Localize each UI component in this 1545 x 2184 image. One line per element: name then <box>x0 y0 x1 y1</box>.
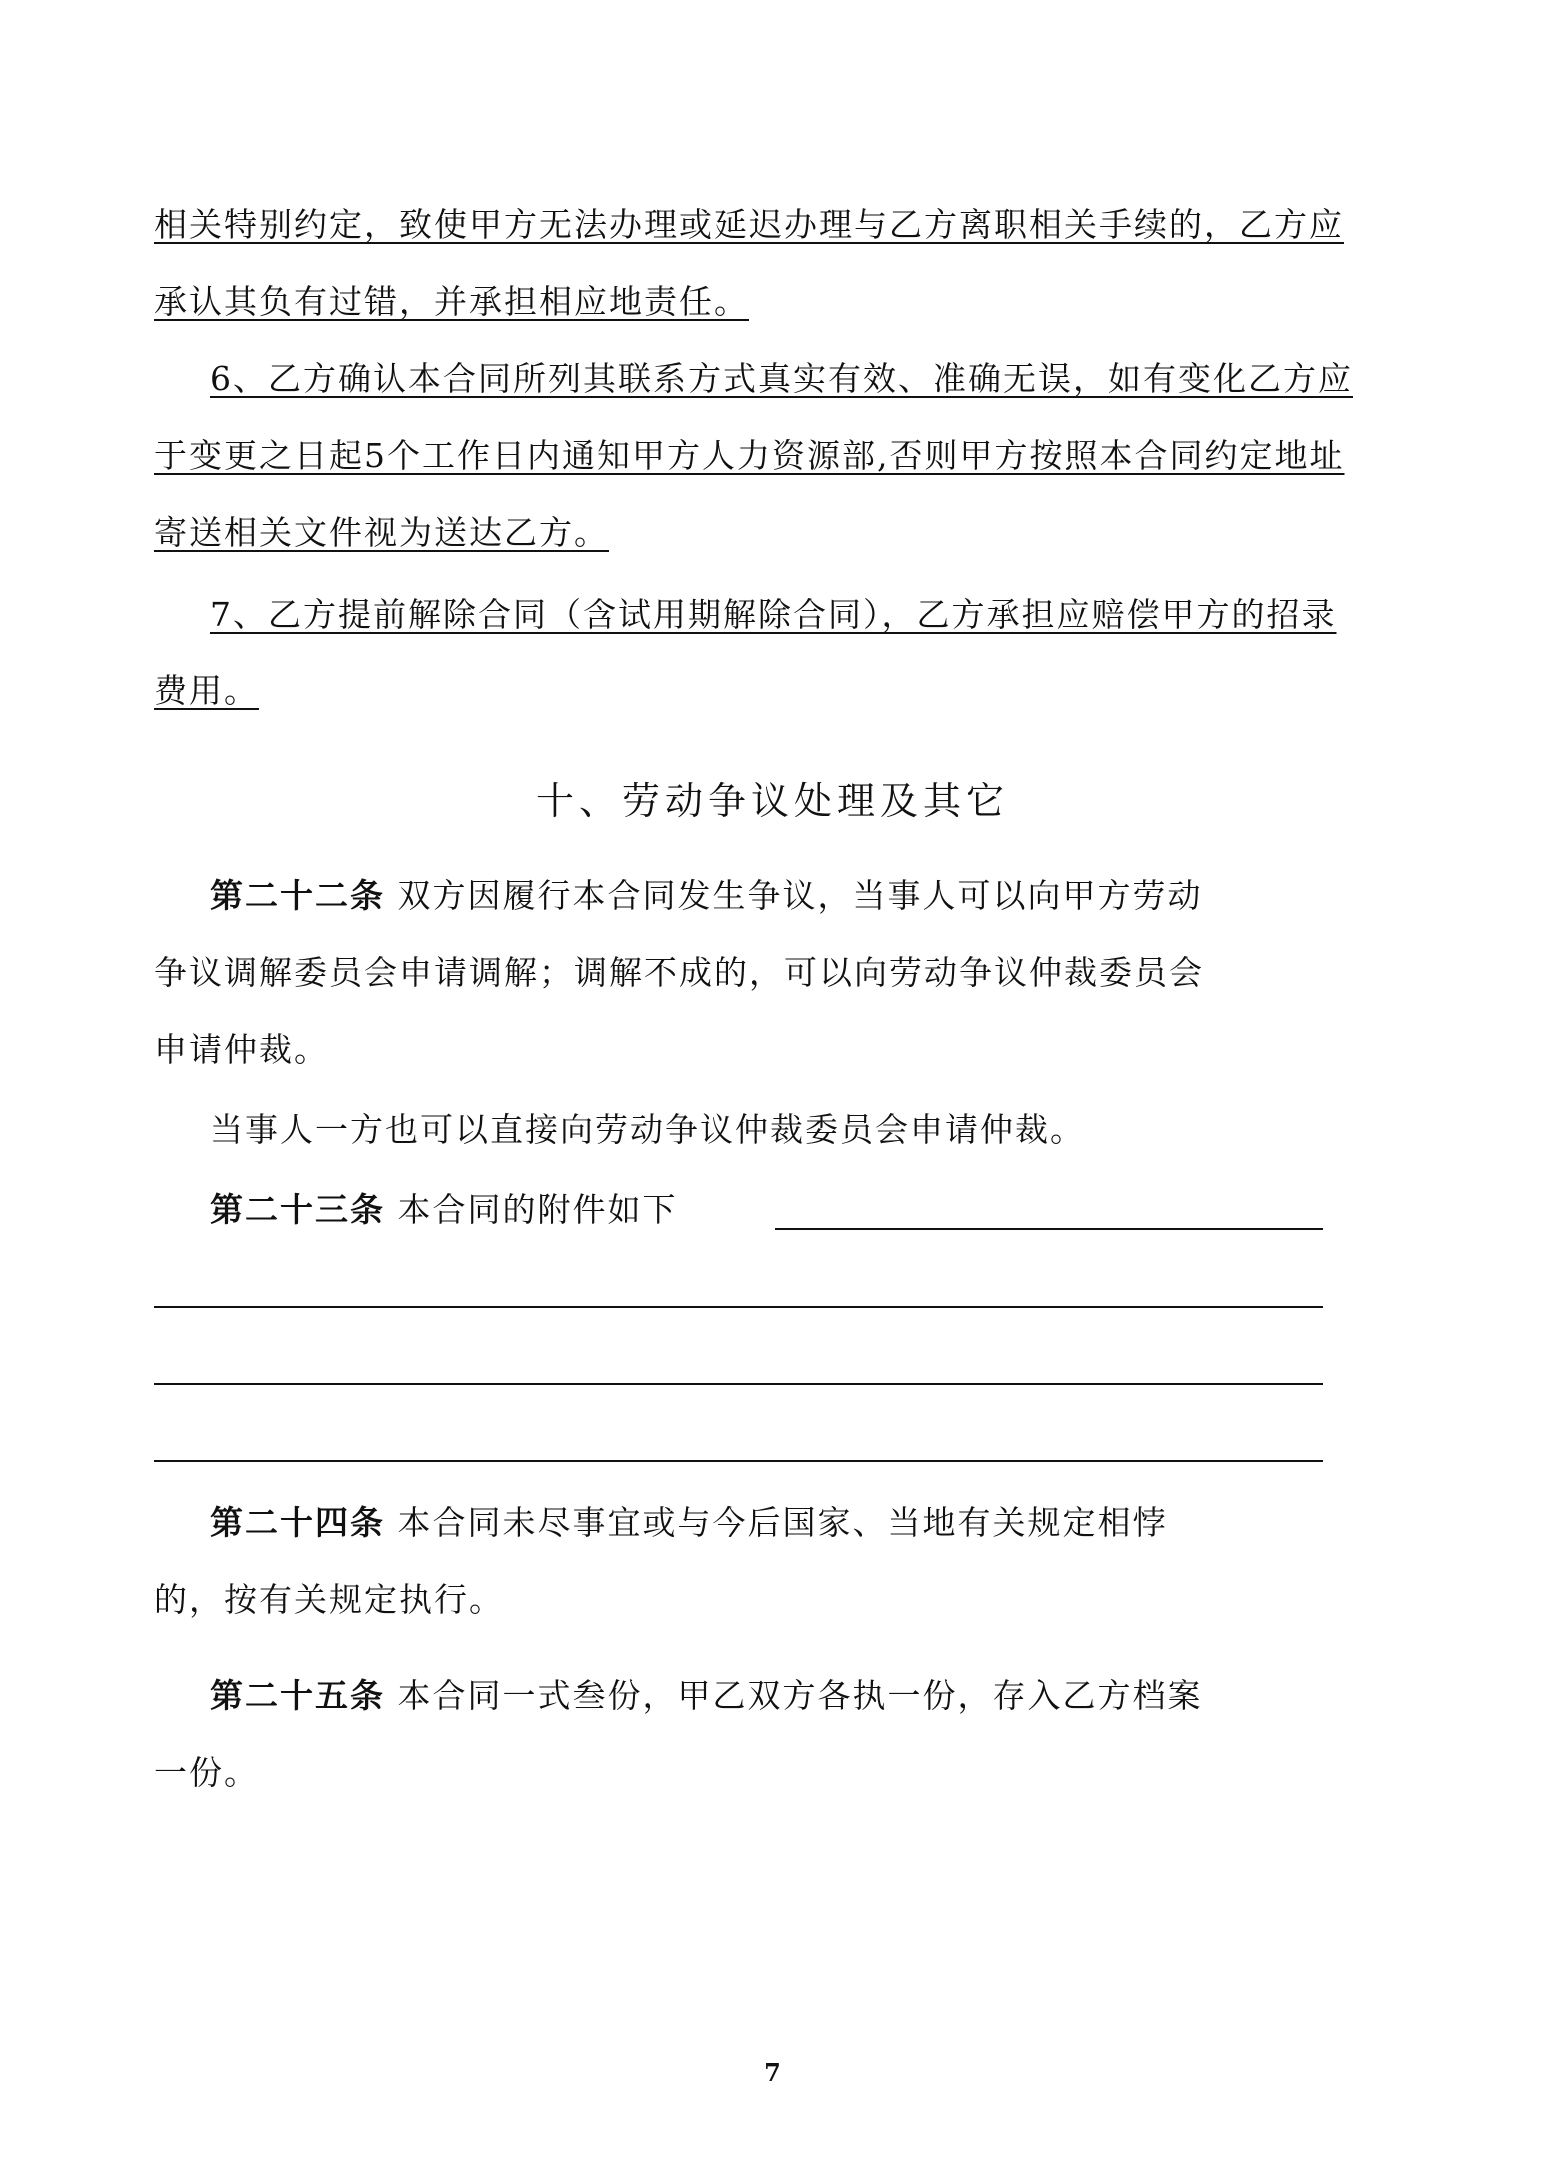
article-24 <box>210 1503 1168 1543</box>
article-text: 本合同一式叁份，甲乙双方各执一份，存入乙方档案 <box>397 1676 1203 1715</box>
item-6-line: 寄送相关文件视为送达乙方。 <box>154 513 609 552</box>
article-22-line: 申请仲裁。 <box>154 1030 329 1069</box>
article-label: 第二十五条 <box>210 1676 385 1715</box>
article-text: 本合同未尽事宜或与今后国家、当地有关规定相悖 <box>397 1503 1168 1542</box>
attachment-blank-line[interactable] <box>775 1228 1323 1230</box>
article-text: 双方因履行本合同发生争议，当事人可以向甲方劳动 <box>397 876 1203 915</box>
article-23 <box>210 1190 678 1230</box>
article-text: 本合同的附件如下 <box>397 1190 678 1229</box>
section-title: 十、劳动争议处理及其它 <box>535 779 1009 823</box>
item-6-line: 于变更之日起5个工作日内通知甲方人力资源部,否则甲方按照本合同约定地址 <box>154 436 1345 475</box>
article-label: 第二十三条 <box>210 1190 385 1229</box>
article-24-line: 的，按有关规定执行。 <box>154 1580 504 1619</box>
article-label: 第二十四条 <box>210 1503 385 1542</box>
item-7-line: 7、乙方提前解除合同（含试用期解除合同），乙方承担应赔偿甲方的招录 <box>210 595 1337 634</box>
article-22 <box>210 876 1203 916</box>
article-25 <box>210 1676 1203 1716</box>
article-22-extra: 当事人一方也可以直接向劳动争议仲裁委员会申请仲裁。 <box>210 1110 1085 1149</box>
attachment-blank-line[interactable] <box>154 1460 1323 1462</box>
attachment-blank-line[interactable] <box>154 1306 1323 1308</box>
clause-line: 相关特别约定，致使甲方无法办理或延迟办理与乙方离职相关手续的，乙方应 <box>154 205 1344 244</box>
item-6-line: 6、乙方确认本合同所列其联系方式真实有效、准确无误，如有变化乙方应 <box>210 359 1353 398</box>
article-22-line: 争议调解委员会申请调解；调解不成的，可以向劳动争议仲裁委员会 <box>154 953 1204 992</box>
attachment-blank-line[interactable] <box>154 1383 1323 1385</box>
article-25-line: 一份。 <box>154 1753 259 1792</box>
page-number: 7 <box>764 2058 781 2087</box>
clause-line: 承认其负有过错，并承担相应地责任。 <box>154 282 749 321</box>
item-7-line: 费用。 <box>154 671 259 710</box>
article-label: 第二十二条 <box>210 876 385 915</box>
